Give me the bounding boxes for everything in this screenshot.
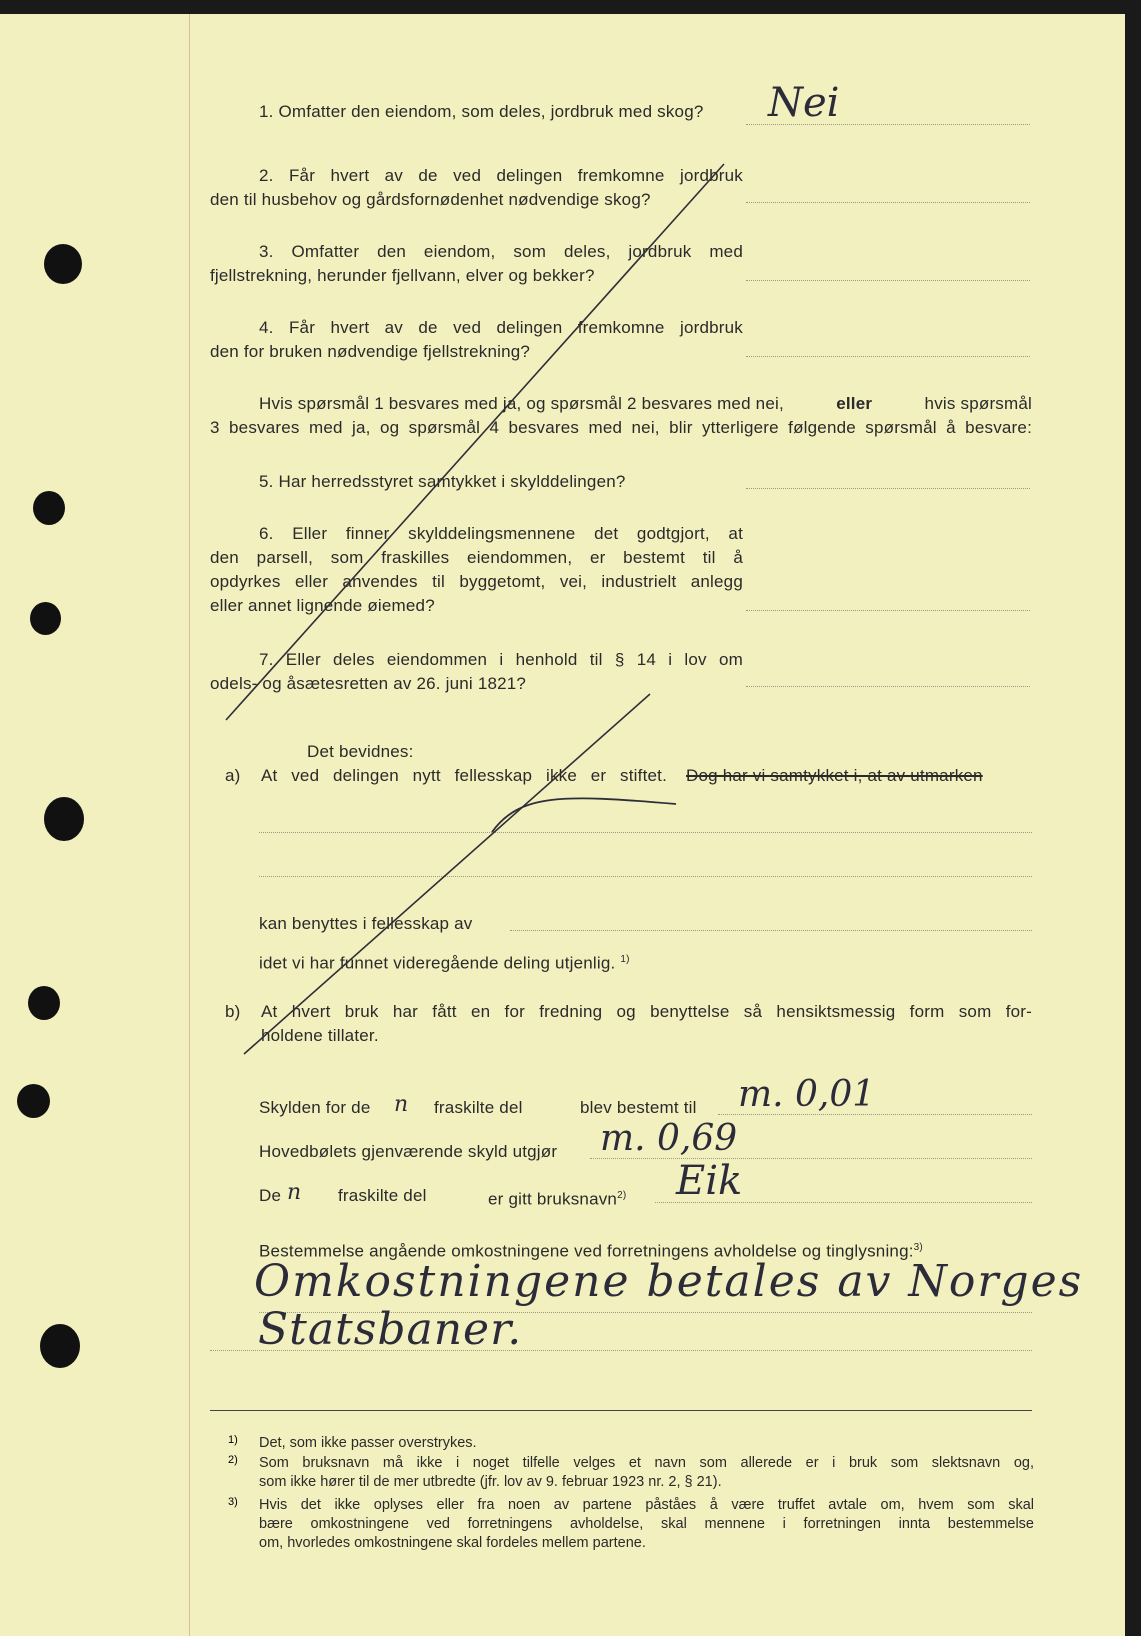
skyld-line-3-hw: n — [287, 1180, 302, 1205]
certify-a-text: At ved delingen nytt fellesskap ikke er stiftet. — [261, 766, 667, 785]
footnote-ref-1: 1) — [620, 954, 630, 965]
question-3-line-1: 3. Omfatter den eiendom, som deles, jordbruk med — [259, 242, 743, 261]
skyld-line-1-b: fraskilte del — [434, 1098, 523, 1117]
footnote-3-line-3: om, hvorledes omkostningene skal fordeles mellem partene. — [259, 1535, 646, 1551]
question-3-line-2: fjellstrekning, herunder fjellvann, elver og bekker? — [210, 266, 595, 285]
skyld-line-1-value: m. 0,01 — [738, 1074, 876, 1115]
skyld-line-3-b: fraskilte del — [338, 1186, 427, 1205]
conditional-text-a: Hvis spørsmål 1 besvares med ja, og spørsmål 2 besvares med nei, — [259, 394, 784, 413]
question-6-line-3: opdyrkes eller anvendes til byggetomt, vei, industrielt anlegg — [210, 572, 743, 591]
costs-label-text: Bestemmelse angående omkostningene ved forretningens avholdelse og tinglysning: — [259, 1241, 914, 1261]
skyld-line-2-value: m. 0,69 — [600, 1118, 738, 1159]
footnote-3-line-2: bære omkostningene ved forretningens avholdelse, skal mennene i forretningen innta bestemmelse — [259, 1516, 1034, 1532]
skyld-line-1-a: Skylden for de — [259, 1098, 371, 1117]
question-4-line-2: den for bruken nødvendige fjellstrekning? — [210, 342, 531, 361]
footnote-ref-3: 3) — [913, 1242, 923, 1253]
pen-strokes — [0, 14, 1125, 1636]
bruksnavn-label: er gitt bruksnavn — [488, 1189, 618, 1209]
footnote-1-line-1: Det, som ikke passer overstrykes. — [259, 1435, 477, 1451]
question-6-line-4: eller annet lignende øiemed? — [210, 596, 435, 615]
skyld-line-1-c: blev bestemt til — [580, 1098, 697, 1117]
footnote-2-line-2: som ikke hører til de mer utbredte (jfr. lov av 9. februar 1923 nr. 2, § 21). — [259, 1474, 722, 1490]
document-page — [0, 14, 1125, 1636]
conditional-text-c: hvis spørsmål — [924, 394, 1032, 413]
question-2-line-1: 2. Får hvert av de ved delingen fremkomne jordbruk — [259, 166, 743, 185]
question-7-line-1: 7. Eller deles eiendommen i henhold til § 14 i lov om — [259, 650, 743, 669]
question-2-line-2: den til husbehov og gårdsfornødenhet nødvendige skog? — [210, 190, 651, 209]
costs-handwritten-line-1: Omkostningene betales av Norges — [254, 1256, 1084, 1307]
certify-kan-text: kan benyttes i fellesskap av — [259, 914, 473, 933]
question-6-line-1: 6. Eller finner skylddelingsmennene det godtgjort, at — [259, 524, 743, 543]
certify-b-marker: b) — [225, 1002, 241, 1021]
skyld-line-3-value: Eik — [676, 1158, 743, 1204]
footnote-num-3: 3) — [228, 1496, 238, 1508]
question-5: 5. Har herredsstyret samtykket i skylddelingen? — [259, 472, 626, 491]
footnote-2-line-1: Som bruksnavn må ikke i noget tilfelle velges et navn som allerede er i bruk som slektsnavn og, — [259, 1455, 1034, 1471]
skyld-line-2-a: Hovedbølets gjenværende skyld utgjør — [259, 1142, 558, 1161]
skyld-line-1-hw: n — [394, 1092, 409, 1117]
question-7-line-2: odels- og åsætesretten av 26. juni 1821? — [210, 674, 527, 693]
question-4-line-1: 4. Får hvert av de ved delingen fremkomne jordbruk — [259, 318, 743, 337]
conditional-eller: eller — [836, 394, 873, 413]
certify-b-line-1: At hvert bruk har fått en for fredning og benyttelse så hensiktsmessig form som for- — [261, 1002, 1032, 1021]
footnote-ref-2: 2) — [617, 1190, 627, 1201]
certify-b-line-2: holdene tillater. — [261, 1026, 379, 1045]
question-1: 1. Omfatter den eiendom, som deles, jordbruk med skog? — [259, 102, 704, 121]
pen-strike-upper — [226, 164, 724, 720]
footnote-3-line-1: Hvis det ikke oplyses eller fra noen av partene påståes å være truffet avtale om, hvem som skal — [259, 1497, 1034, 1513]
idet-text: idet vi har funnet videregående deling utjenlig. — [259, 953, 616, 973]
costs-handwritten-line-2: Statsbaner. — [258, 1304, 523, 1355]
conditional-line-2: 3 besvares med ja, og spørsmål 4 besvares med nei, blir ytterligere følgende spørsmål å besvare: — [210, 418, 1032, 437]
footnote-num-2: 2) — [228, 1454, 238, 1466]
pen-flourish — [492, 798, 676, 832]
certify-a-marker: a) — [225, 766, 241, 785]
answer-1-handwritten: Nei — [768, 80, 840, 126]
footnote-num-1: 1) — [228, 1434, 238, 1446]
question-6-line-2: den parsell, som fraskilles eiendommen, er bestemt til å — [210, 548, 743, 567]
certify-a-struck-text: Dog har vi samtykket i, at av utmarken — [686, 766, 983, 785]
pen-strike-lower — [244, 694, 650, 1054]
skyld-line-3-a: De — [259, 1186, 282, 1205]
certify-heading: Det bevidnes: — [307, 742, 414, 761]
